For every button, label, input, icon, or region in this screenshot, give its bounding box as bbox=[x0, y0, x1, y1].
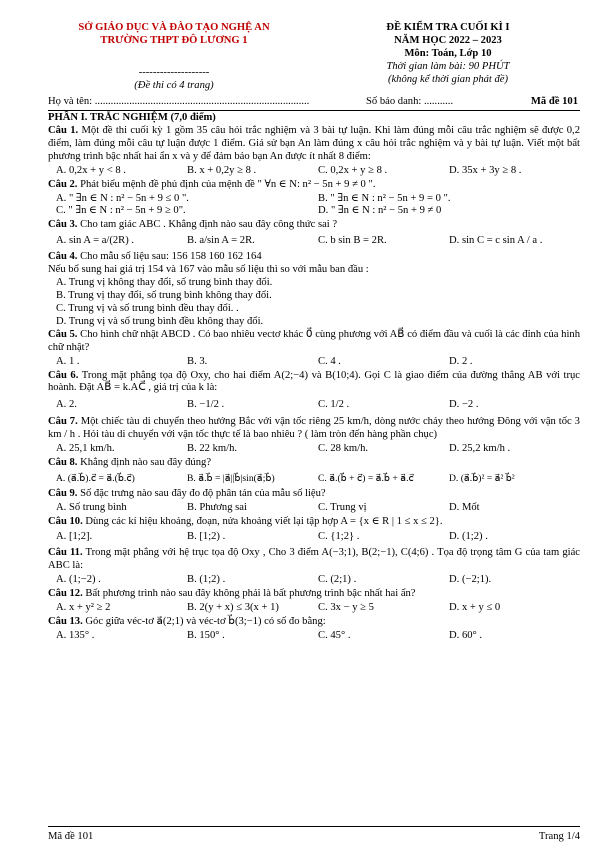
option-c: C. 4 . bbox=[318, 355, 341, 367]
page-count-note: (Đề thi có 4 trang) bbox=[134, 80, 214, 91]
option-d: D. " ∃n ∈ N : n² − 5n + 9 ≠ 0 bbox=[318, 205, 442, 217]
option-d: D. (1;2) . bbox=[449, 531, 488, 543]
question-number: Câu 7. bbox=[48, 416, 78, 428]
option-b: B. (1;2) . bbox=[187, 574, 226, 586]
option-a: A. Số trung bình bbox=[56, 501, 127, 513]
question-12 bbox=[48, 588, 580, 615]
question-text: Cho mẫu số liệu sau: 156 158 160 162 164 bbox=[80, 251, 262, 263]
option-b: B. 2(y + x) ≤ 3(x + 1) bbox=[187, 602, 279, 614]
question-number: Câu 12. bbox=[48, 588, 83, 600]
option-b: B. Phương sai bbox=[187, 501, 247, 513]
exam-title: ĐỀ KIỂM TRA CUỐI KÌ I bbox=[386, 22, 510, 33]
option-c: C. Trung vị và số trung bình đều thay đổi. . bbox=[56, 302, 239, 314]
option-c: C. 1/2 . bbox=[318, 399, 350, 411]
question-text: Bất phương trình nào sau đây không phải là bất phương trình bậc nhất hai ẩn? bbox=[85, 588, 416, 600]
subject: Môn: Toán, Lớp 10 bbox=[404, 48, 492, 59]
question-7 bbox=[48, 416, 580, 456]
option-c: C. b sin B = 2R. bbox=[318, 235, 387, 247]
header-dashes: -------------------- bbox=[138, 67, 210, 78]
question-text: Một đề thi cuối kỳ 1 gồm 35 câu hỏi trắc nghiệm và 3 bài tự luận. Khi làm đúng mỗi câu trắc nghiệm sẽ được 0,2 điểm, làm đúng mỗi câu tự luận được 1 điểm. Giả sử bạn An làm đúng x câu hỏi trắc nghiệm và y bài tự luận. Viết một bất phương trình bậc nhất hai ẩn x và y để đảm bảo bạn An được ít nhất 8 điểm: bbox=[48, 124, 580, 162]
question-number: Câu 11. bbox=[48, 547, 83, 559]
school-name: TRƯỜNG THPT ĐÔ LƯƠNG 1 bbox=[100, 35, 248, 46]
option-d: D. sin C = c sin A / a . bbox=[449, 235, 543, 247]
option-a: A. (1;−2) . bbox=[56, 574, 101, 586]
option-b: B. Trung vị thay đổi, số trung bình không thay đổi. bbox=[56, 289, 272, 301]
question-text: Cho tam giác ABC . Khẳng định nào sau đây công thức sai ? bbox=[80, 219, 338, 231]
option-d: D. 35x + 3y ≥ 8 . bbox=[449, 164, 522, 176]
school-year: NĂM HỌC 2022 – 2023 bbox=[394, 35, 502, 46]
option-d: D. (a⃗.b⃗)² = a⃗² b⃗² bbox=[449, 472, 515, 484]
option-c: C. {1;2} . bbox=[318, 531, 360, 543]
option-a: A. 2. bbox=[56, 399, 77, 411]
exam-code: Mã đề 101 bbox=[530, 96, 578, 107]
question-number: Câu 9. bbox=[48, 487, 78, 499]
header-divider bbox=[48, 110, 580, 111]
page-number: Trang 1/4 bbox=[538, 831, 580, 842]
question-number: Câu 5. bbox=[48, 328, 78, 340]
option-c: C. " ∃n ∈ N : n² − 5n + 9 ≥ 0". bbox=[56, 205, 186, 217]
option-a: A. 1 . bbox=[56, 355, 80, 367]
option-a: A. 0,2x + y < 8 . bbox=[56, 164, 126, 176]
option-a: A. x + y² ≥ 2 bbox=[56, 602, 111, 614]
student-name-field: Họ và tên: ................................................................................. bbox=[48, 96, 310, 107]
question-10 bbox=[48, 516, 580, 545]
question-text: Số đặc trưng nào sau đây đo độ phân tán của mẫu số liệu? bbox=[80, 487, 326, 499]
option-c: C. 28 km/h. bbox=[318, 443, 369, 455]
option-c: C. Trung vị bbox=[318, 501, 367, 513]
option-b: B. −1/2 . bbox=[187, 399, 225, 411]
department-name: SỞ GIÁO DỤC VÀ ĐÀO TẠO NGHỆ AN bbox=[78, 22, 270, 33]
option-d: D. x + y ≤ 0 bbox=[449, 602, 501, 614]
option-b: B. a/sin A = 2R. bbox=[187, 235, 255, 247]
question-text: Phát biểu mệnh đề phủ định của mệnh đề " ∀n ∈ N: n² − 5n + 9 ≠ 0 ". bbox=[80, 178, 376, 190]
question-4 bbox=[48, 251, 580, 329]
option-a: A. [1;2]. bbox=[56, 531, 93, 543]
question-number: Câu 10. bbox=[48, 515, 83, 527]
question-6 bbox=[48, 370, 580, 413]
question-3 bbox=[48, 219, 580, 248]
question-5 bbox=[48, 329, 580, 369]
option-a: A. " ∃n ∈ N : n² − 5n + 9 ≤ 0 ". bbox=[56, 192, 189, 204]
question-number: Câu 2. bbox=[48, 178, 78, 190]
question-number: Câu 6. bbox=[48, 369, 79, 381]
time-note: (không kể thời gian phát đề) bbox=[387, 74, 509, 85]
option-a: A. (a⃗.b⃗).c⃗ = a⃗.(b⃗.c⃗) bbox=[56, 472, 135, 484]
option-d: D. 60° . bbox=[449, 629, 483, 641]
option-a: A. sin A = a/(2R) . bbox=[56, 235, 135, 247]
option-c: C. a⃗.(b⃗ + c⃗) = a⃗.b⃗ + a⃗.c⃗ bbox=[318, 472, 414, 484]
option-d: D. (−2;1). bbox=[449, 574, 492, 586]
option-d: D. 2 . bbox=[449, 355, 473, 367]
option-b: B. " ∃n ∈ N : n² − 5n + 9 = 0 ". bbox=[318, 192, 451, 204]
question-text: Cho hình chữ nhật ABCD . Có bao nhiêu vectơ khác 0⃗ cùng phương với AB⃗ có điểm đầu và cuối là các đỉnh của hình chữ nhật? bbox=[48, 328, 580, 353]
question-number: Câu 8. bbox=[48, 457, 78, 469]
option-b: B. [1;2) . bbox=[187, 531, 226, 543]
question-13 bbox=[48, 616, 580, 643]
question-2 bbox=[48, 179, 580, 219]
option-c: C. (2;1) . bbox=[318, 574, 357, 586]
question-11 bbox=[48, 547, 580, 587]
option-d: D. Trung vị và số trung bình đều không thay đổi. bbox=[56, 315, 264, 327]
question-text-continued: Nếu bổ sung hai giá trị 154 và 167 vào mẫu số liệu thì so với mẫu ban đầu : bbox=[48, 264, 369, 276]
option-b: B. 3. bbox=[187, 355, 208, 367]
page-footer bbox=[48, 826, 580, 844]
footer-exam-code: Mã đề 101 bbox=[48, 831, 94, 842]
question-text: Trong mặt phẳng với hệ trục tọa độ Oxy , Cho 3 điểm A(−3;1), B(2;−1), C(4;6) . Tọa độ trọng tâm G của tam giác ABC là: bbox=[48, 547, 580, 572]
time-limit: Thời gian làm bài: 90 PHÚT bbox=[386, 61, 510, 72]
question-number: Câu 13. bbox=[48, 615, 83, 627]
question-text: Góc giữa véc-tơ a⃗(2;1) và véc-tơ b⃗(3;−1) có số đo bằng: bbox=[85, 615, 326, 627]
option-c: C. 3x − y ≥ 5 bbox=[318, 602, 374, 614]
question-8 bbox=[48, 457, 580, 485]
candidate-number-field: Số báo danh: ........... bbox=[366, 96, 454, 107]
question-text: Khẳng định nào sau đây đúng? bbox=[80, 457, 212, 469]
question-9 bbox=[48, 488, 580, 515]
option-b: B. a⃗.b⃗ = |a⃗||b⃗|sin(a⃗;b⃗) bbox=[187, 472, 275, 484]
question-number: Câu 3. bbox=[48, 219, 78, 231]
option-b: B. x + 0,2y ≥ 8 . bbox=[187, 164, 257, 176]
option-c: C. 0,2x + y ≥ 8 . bbox=[318, 164, 388, 176]
option-b: B. 22 km/h. bbox=[187, 443, 238, 455]
option-d: D. Mốt bbox=[449, 501, 480, 513]
section-title: PHẦN I. TRẮC NGHIỆM (7,0 điểm) bbox=[48, 112, 216, 123]
question-number: Câu 1. bbox=[48, 124, 79, 136]
question-1 bbox=[48, 125, 580, 178]
option-d: D. 25,2 km/h . bbox=[449, 443, 511, 455]
option-b: B. 150° . bbox=[187, 629, 225, 641]
option-a: A. 25,1 km/h. bbox=[56, 443, 115, 455]
question-text: Dùng các kí hiệu khoảng, đoạn, nửa khoảng viết lại tập hợp A = {x ∈ R | 1 ≤ x ≤ 2}. bbox=[85, 515, 443, 527]
question-text: Một chiếc tàu di chuyển theo hướng Bắc với vận tốc riêng 25 km/h, dòng nước chảy theo hướng Đông với vận tốc 3 km / h . Hỏi tàu di chuyển với vận tốc thực tế là bao nhiêu ? ( làm tròn đến hàng phần chục) bbox=[48, 416, 580, 441]
questions-area bbox=[48, 112, 580, 644]
question-number: Câu 4. bbox=[48, 251, 78, 263]
question-text: Trong mặt phẳng tọa độ Oxy, cho hai điểm A(2;−4) và B(10;4). Gọi C là giao điểm của đường thẳng AB với trục hoành. Đặt AB⃗ = k.AC⃗ , giá trị của k là: bbox=[48, 369, 580, 394]
option-c: C. 45° . bbox=[318, 629, 351, 641]
option-d: D. −2 . bbox=[449, 399, 479, 411]
option-a: A. 135° . bbox=[56, 629, 95, 641]
option-a: A. Trung vị không thay đổi, số trung bình thay đổi. bbox=[56, 277, 273, 289]
student-info-row bbox=[48, 96, 578, 110]
